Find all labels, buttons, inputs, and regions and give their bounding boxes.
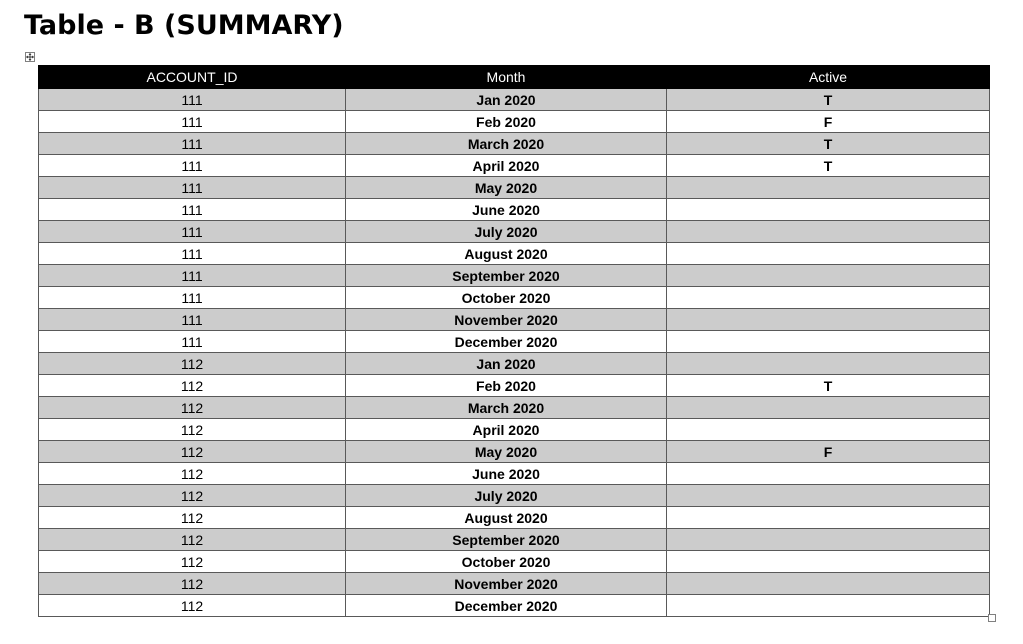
cell-active[interactable] (667, 507, 990, 529)
cell-active[interactable] (667, 331, 990, 353)
cell-month[interactable]: March 2020 (346, 133, 667, 155)
cell-active[interactable] (667, 243, 990, 265)
table-row (39, 111, 990, 133)
cell-account-id[interactable]: 112 (39, 551, 346, 573)
cell-month[interactable]: July 2020 (346, 221, 667, 243)
cell-month[interactable]: December 2020 (346, 331, 667, 353)
cell-month[interactable]: May 2020 (346, 177, 667, 199)
cell-account-id[interactable]: 112 (39, 397, 346, 419)
table-row (39, 463, 990, 485)
cell-account-id[interactable]: 112 (39, 573, 346, 595)
table-row (39, 529, 990, 551)
table-row (39, 573, 990, 595)
cell-month[interactable]: October 2020 (346, 551, 667, 573)
cell-month[interactable]: November 2020 (346, 573, 667, 595)
table-row (39, 441, 990, 463)
cell-account-id[interactable]: 111 (39, 265, 346, 287)
table-row (39, 419, 990, 441)
cell-active[interactable] (667, 573, 990, 595)
cell-month[interactable]: Feb 2020 (346, 111, 667, 133)
cell-account-id[interactable]: 111 (39, 331, 346, 353)
cell-active[interactable] (667, 265, 990, 287)
table-row (39, 199, 990, 221)
table-row (39, 595, 990, 617)
cell-month[interactable]: May 2020 (346, 441, 667, 463)
table-row (39, 133, 990, 155)
cell-active[interactable] (667, 595, 990, 617)
table-row (39, 375, 990, 397)
cell-month[interactable]: November 2020 (346, 309, 667, 331)
cell-active[interactable] (667, 529, 990, 551)
table-row (39, 397, 990, 419)
cell-account-id[interactable]: 111 (39, 243, 346, 265)
table-move-handle-icon[interactable] (25, 52, 35, 62)
cell-active[interactable] (667, 353, 990, 375)
cell-active[interactable] (667, 397, 990, 419)
cell-month[interactable]: September 2020 (346, 529, 667, 551)
table-row (39, 177, 990, 199)
cell-account-id[interactable]: 111 (39, 177, 346, 199)
cell-month[interactable]: Jan 2020 (346, 353, 667, 375)
cell-active[interactable]: F (667, 441, 990, 463)
table-row (39, 331, 990, 353)
cell-account-id[interactable]: 112 (39, 485, 346, 507)
cell-active[interactable]: T (667, 89, 990, 111)
cell-month[interactable]: Feb 2020 (346, 375, 667, 397)
cell-month[interactable]: December 2020 (346, 595, 667, 617)
cell-active[interactable] (667, 199, 990, 221)
cell-month[interactable]: Jan 2020 (346, 89, 667, 111)
cell-active[interactable] (667, 419, 990, 441)
cell-account-id[interactable]: 111 (39, 199, 346, 221)
cell-month[interactable]: April 2020 (346, 155, 667, 177)
table-row (39, 89, 990, 111)
table-row (39, 353, 990, 375)
table-resize-handle-icon[interactable] (988, 614, 996, 622)
column-header-month: Month (346, 66, 667, 89)
cell-account-id[interactable]: 112 (39, 353, 346, 375)
cell-month[interactable]: October 2020 (346, 287, 667, 309)
cell-account-id[interactable]: 111 (39, 89, 346, 111)
table-row (39, 287, 990, 309)
table-body (39, 89, 990, 617)
cell-account-id[interactable]: 112 (39, 375, 346, 397)
cell-account-id[interactable]: 112 (39, 463, 346, 485)
cell-account-id[interactable]: 111 (39, 133, 346, 155)
cell-account-id[interactable]: 112 (39, 507, 346, 529)
document-title: Table - B (SUMMARY) (24, 10, 344, 41)
table-row (39, 485, 990, 507)
cell-month[interactable]: March 2020 (346, 397, 667, 419)
cell-active[interactable] (667, 177, 990, 199)
column-header-account-id: ACCOUNT_ID (39, 66, 346, 89)
cell-active[interactable]: F (667, 111, 990, 133)
cell-active[interactable]: T (667, 133, 990, 155)
cell-active[interactable]: T (667, 155, 990, 177)
cell-active[interactable]: T (667, 375, 990, 397)
table-row (39, 243, 990, 265)
cell-account-id[interactable]: 111 (39, 155, 346, 177)
cell-month[interactable]: June 2020 (346, 463, 667, 485)
cell-account-id[interactable]: 112 (39, 441, 346, 463)
table-row (39, 265, 990, 287)
cell-month[interactable]: August 2020 (346, 507, 667, 529)
cell-month[interactable]: August 2020 (346, 243, 667, 265)
cell-account-id[interactable]: 112 (39, 529, 346, 551)
cell-active[interactable] (667, 309, 990, 331)
cell-account-id[interactable]: 111 (39, 309, 346, 331)
cell-active[interactable] (667, 463, 990, 485)
table-header-row (39, 66, 990, 89)
cell-account-id[interactable]: 111 (39, 111, 346, 133)
cell-account-id[interactable]: 112 (39, 419, 346, 441)
table-row (39, 507, 990, 529)
table-row (39, 155, 990, 177)
cell-month[interactable]: June 2020 (346, 199, 667, 221)
column-header-active: Active (667, 66, 990, 89)
table-row (39, 309, 990, 331)
cell-account-id[interactable]: 112 (39, 595, 346, 617)
cell-active[interactable] (667, 221, 990, 243)
cell-month[interactable]: September 2020 (346, 265, 667, 287)
cell-active[interactable] (667, 287, 990, 309)
table-row (39, 221, 990, 243)
cell-active[interactable] (667, 485, 990, 507)
cell-account-id[interactable]: 111 (39, 221, 346, 243)
cell-account-id[interactable]: 111 (39, 287, 346, 309)
cell-month[interactable]: July 2020 (346, 485, 667, 507)
table-row (39, 551, 990, 573)
summary-table (38, 65, 990, 617)
cell-active[interactable] (667, 551, 990, 573)
cell-month[interactable]: April 2020 (346, 419, 667, 441)
